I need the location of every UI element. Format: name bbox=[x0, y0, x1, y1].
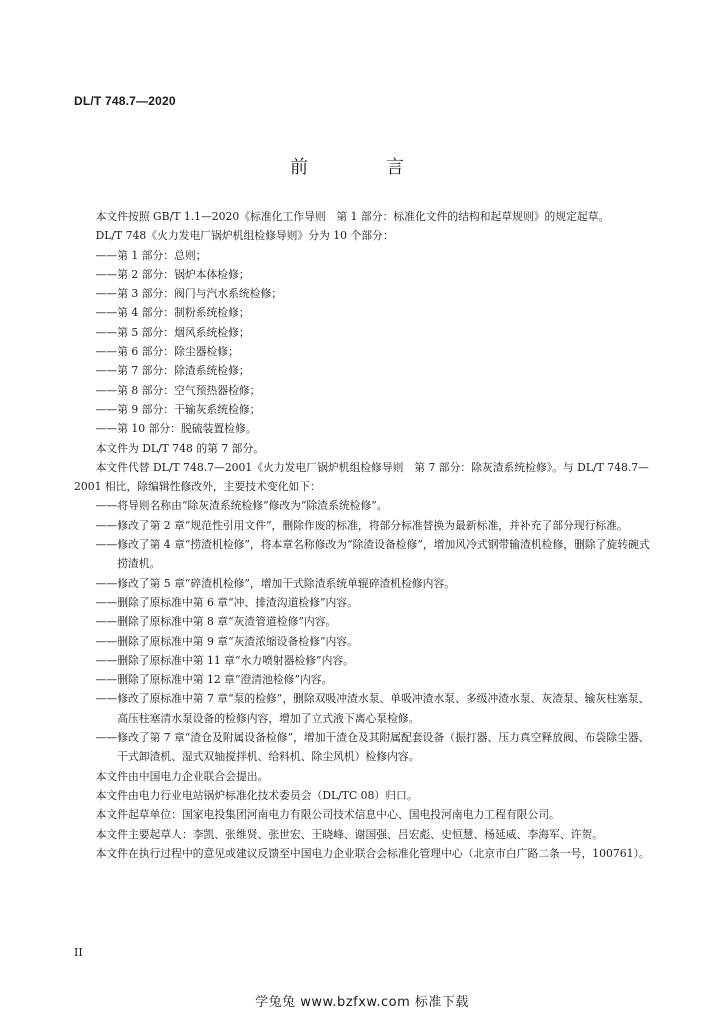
list-item: ——删除了原标准中第 9 章“灰渣浓缩设备检修”内容。 bbox=[95, 634, 358, 648]
list-item: ——修改了原标准中第 7 章“泵的检修”，删除双吸冲渣水泵、单吸冲渣水泵、多级冲渣水泵、灰渣泵、输灰柱塞泵、高压柱塞清水泵设备的检修内容，增加了立式液下离心泵检修。 bbox=[95, 692, 650, 725]
body-paragraph: 本文件主要起草人：李凯、张维贤、张世宏、王晓峰、谢国强、吕宏彪、史恒慧、杨延威、李海军、许贺。 bbox=[95, 827, 604, 841]
list-item: ——第 9 部分：干输灰系统检修； bbox=[95, 402, 261, 416]
list-item: ——修改了第 5 章“碎渣机检修”，增加干式除渣系统单辊碎渣机检修内容。 bbox=[95, 576, 456, 590]
list-item: ——第 8 部分：空气预热器检修； bbox=[95, 383, 261, 397]
list-item: ——修改了第 7 章“渣仓及附属设备检修”，增加干渣仓及其附属配套设备（振打器、压力真空释放阀、布袋除尘器、干式卸渣机、湿式双轴搅拌机、给料机、除尘风机）检修内容。 bbox=[95, 731, 650, 764]
body-paragraph: 本文件在执行过程中的意见或建议反馈至中国电力企业联合会标准化管理中心（北京市白广路二条一号，100761）。 bbox=[95, 846, 650, 860]
body-paragraph: DL/T 748《火力发电厂锅炉机组检修导则》分为 10 个部分： bbox=[95, 229, 394, 243]
body-paragraph: 本文件由电力行业电站锅炉标准化技术委员会（DL/TC 08）归口。 bbox=[95, 788, 418, 802]
list-item: ——删除了原标准中第 11 章“水力喷射器检修”内容。 bbox=[95, 653, 354, 667]
list-item: ——第 4 部分：制粉系统检修； bbox=[95, 306, 250, 320]
foreword-body bbox=[74, 207, 654, 863]
list-item: ——第 7 部分：除渣系统检修； bbox=[95, 364, 250, 378]
watermark-footer: 学兔兔 www.bzfxw.com 标准下载 bbox=[255, 995, 469, 1010]
body-paragraph: 本文件代替 DL/T 748.7—2001《火力发电厂锅炉机组检修导则 第 7 部分：除灰渣系统检修》。与 DL/T 748.7—2001 相比，除编辑性修改外，主要技术变化如下： bbox=[74, 460, 649, 494]
list-item: ——第 10 部分：脱硫装置检修。 bbox=[95, 422, 257, 436]
list-item: ——第 5 部分：烟风系统检修； bbox=[95, 325, 250, 339]
standard-code: DL/T 748.7—2020 bbox=[74, 94, 176, 108]
list-item: ——删除了原标准中第 8 章“灰渣管道检修”内容。 bbox=[95, 615, 337, 629]
page-number: II bbox=[74, 946, 83, 959]
list-item: ——删除了原标准中第 6 章“冲、排渣沟道检修”内容。 bbox=[95, 595, 358, 609]
list-item: ——第 1 部分：总则； bbox=[95, 248, 207, 262]
list-item: ——第 2 部分：锅炉本体检修； bbox=[95, 267, 250, 281]
list-item: ——删除了原标准中第 12 章“澄清池检修”内容。 bbox=[95, 673, 333, 687]
list-item: ——修改了第 4 章“捞渣机检修”，将本章名称修改为“除渣设备检修”，增加风冷式钢带输渣机检修，删除了旋转碗式捞渣机。 bbox=[95, 538, 650, 571]
body-paragraph: 本文件由中国电力企业联合会提出。 bbox=[95, 769, 269, 783]
body-paragraph: 本文件为 DL/T 748 的第 7 部分。 bbox=[95, 441, 265, 455]
list-item: ——修改了第 2 章“规范性引用文件”，删除作废的标准，将部分标准替换为最新标准，并补充了部分现行标准。 bbox=[95, 518, 628, 532]
body-paragraph: 本文件起草单位：国家电投集团河南电力有限公司技术信息中心、国电投河南电力工程有限公司。 bbox=[95, 808, 560, 822]
body-paragraph: 本文件按照 GB/T 1.1—2020《标准化工作导则 第 1 部分：标准化文件的结构和起草规则》的规定起草。 bbox=[95, 210, 610, 223]
list-item: ——第 6 部分：除尘器检修； bbox=[95, 345, 239, 359]
page-title: 前 言 bbox=[290, 157, 434, 178]
list-item: ——第 3 部分：阀门与汽水系统检修； bbox=[95, 287, 283, 301]
list-item: ——将导则名称由“除灰渣系统检修”修改为“除渣系统检修”。 bbox=[95, 499, 388, 513]
